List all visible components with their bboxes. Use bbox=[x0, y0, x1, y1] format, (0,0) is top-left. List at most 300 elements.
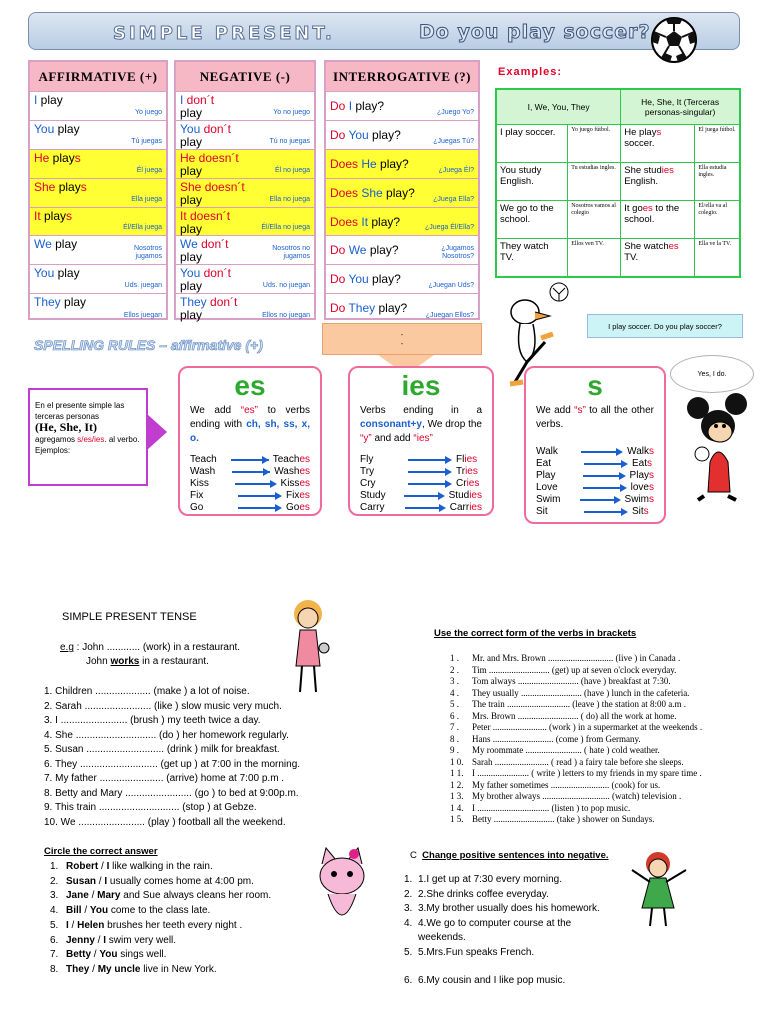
negation: doesn´t bbox=[201, 179, 245, 194]
rule-word-pair bbox=[360, 454, 482, 466]
interrogative-table bbox=[324, 60, 480, 320]
item-number: 1 . bbox=[450, 653, 459, 663]
example-english: I play soccer. bbox=[496, 125, 568, 163]
item-text: Sarah ........................ ( read ) a fairy tale before she sleeps. bbox=[472, 756, 684, 767]
example-suffix: s bbox=[656, 127, 662, 139]
verb: play bbox=[180, 279, 203, 294]
item-text: 4.We go to computer course at the bbox=[418, 917, 572, 929]
affirmative-phrase bbox=[34, 267, 162, 280]
rule-es-title: es bbox=[234, 370, 266, 401]
exercise2-item bbox=[450, 722, 702, 734]
item-text: 6.My cousin and I like pop music. bbox=[418, 975, 566, 986]
option-b[interactable]: My uncle bbox=[97, 963, 141, 975]
rule-word-pair bbox=[360, 502, 482, 514]
example-third-person bbox=[621, 125, 695, 163]
verb-stem: Go bbox=[286, 502, 300, 513]
option-a[interactable]: Robert bbox=[66, 861, 99, 872]
item-text: 1.I get up at 7:30 every morning. bbox=[418, 874, 562, 885]
exercise3-list bbox=[50, 860, 271, 978]
separator: / bbox=[68, 919, 78, 931]
exercise1-item bbox=[44, 787, 300, 802]
affirmative-row bbox=[30, 121, 166, 150]
item-text: brushes her teeth every night . bbox=[104, 919, 243, 931]
negation: don´t bbox=[183, 93, 215, 107]
negative-row bbox=[176, 92, 314, 121]
exercise3-item bbox=[50, 934, 271, 949]
example-spanish: Tu estudias ingles. bbox=[568, 163, 621, 201]
verb: play bbox=[180, 163, 203, 178]
base-verb: Swim bbox=[536, 494, 561, 505]
interrogative-row bbox=[326, 294, 478, 323]
arrow-icon bbox=[408, 468, 452, 476]
exercise4-letter: C bbox=[410, 850, 417, 861]
rule-word-pair bbox=[536, 470, 654, 482]
separator: / bbox=[81, 905, 90, 917]
negation: don´t bbox=[197, 237, 229, 252]
item-number: 4 . bbox=[450, 687, 459, 698]
option-a[interactable]: I bbox=[66, 919, 69, 931]
item-text: 5.Mrs.Fun speaks French. bbox=[418, 946, 535, 958]
affirmative-phrase bbox=[34, 152, 162, 165]
example-end: TV. bbox=[624, 251, 639, 263]
spanish-translation: ¿Juega Ella? bbox=[433, 195, 474, 203]
title-banner bbox=[28, 12, 740, 50]
arrow-icon bbox=[581, 448, 623, 456]
spanish-translation: Ellos no juegan bbox=[262, 312, 310, 320]
rule-s-title: s bbox=[587, 370, 603, 401]
item-number: 8 . bbox=[450, 733, 459, 744]
spanish-translation: Tú juegas bbox=[131, 137, 162, 145]
exercise2-item bbox=[450, 688, 702, 700]
item-number: 2. bbox=[50, 875, 59, 887]
pronoun: You bbox=[348, 272, 369, 287]
exercise2-item bbox=[450, 676, 702, 688]
affirmative-phrase bbox=[34, 94, 162, 107]
item-text: swim very well. bbox=[106, 934, 177, 946]
item-text: 3.My brother usually does his homework. bbox=[418, 903, 600, 914]
reply-speech-bubble: Yes, I do. bbox=[670, 355, 754, 393]
option-a[interactable]: Betty bbox=[66, 949, 92, 961]
item-text: live in New York. bbox=[140, 963, 217, 975]
item-number: 5. bbox=[50, 919, 59, 931]
item-text: Hans ........................... (come ) from Germany. bbox=[472, 733, 641, 744]
negation: don´t bbox=[200, 266, 231, 281]
exercise2-item bbox=[450, 653, 702, 665]
item-number: 6. bbox=[44, 758, 53, 770]
exercise2-item bbox=[450, 711, 702, 723]
item-text: This train ............................. (stop ) at Gebze. bbox=[52, 802, 257, 813]
verb-suffix: es bbox=[299, 478, 310, 489]
item-number: 3. bbox=[44, 715, 53, 726]
exercise2-item bbox=[450, 814, 702, 826]
base-verb: Cry bbox=[360, 478, 376, 489]
exercise2-item bbox=[450, 745, 702, 757]
auxiliary: Do bbox=[330, 272, 349, 287]
spanish-translation: Ellos juegan bbox=[123, 312, 162, 320]
item-text: My father sometimes .......................... (cook) for us. bbox=[472, 779, 661, 790]
example-third-spanish: El/ella va al colegio. bbox=[695, 201, 740, 239]
item-number: 1. bbox=[404, 874, 413, 885]
base-verb: Kiss bbox=[190, 478, 209, 489]
separator: / bbox=[94, 934, 104, 946]
exercise1-item bbox=[44, 729, 300, 744]
item-number: 2 . bbox=[450, 664, 459, 675]
pronoun: We bbox=[180, 237, 198, 252]
option-b[interactable]: I bbox=[106, 861, 110, 872]
waving-girl-illustration bbox=[628, 848, 692, 928]
item-text: Sarah ........................ (like ) slow music very much. bbox=[52, 700, 282, 712]
negative-row bbox=[176, 150, 314, 179]
verb-stem: Fl bbox=[456, 454, 465, 465]
soccer-speech-callout: I play soccer. Do you play soccer? bbox=[587, 314, 743, 338]
item-text: Betty ........................... (take ) shower on Sundays. bbox=[472, 814, 655, 824]
separator: / bbox=[89, 963, 98, 975]
item-text: I ................................ (listen ) to pop music. bbox=[472, 802, 631, 813]
example-english: You study English. bbox=[496, 163, 568, 201]
pronoun: It bbox=[180, 208, 187, 223]
spanish-translation: ¿Juegas Tú? bbox=[433, 137, 474, 145]
item-number: 8. bbox=[44, 787, 53, 799]
intro-suffixes: s/es/ies bbox=[77, 435, 105, 444]
item-text: sings well. bbox=[117, 949, 167, 961]
exercise3-item bbox=[50, 963, 271, 978]
item-text: They usually ........................... (have ) lunch in the cafeteria. bbox=[472, 687, 690, 698]
spanish-translation: Nosotros no jugamos bbox=[272, 245, 310, 261]
examples-row bbox=[496, 238, 740, 277]
example-spanish: Ellos ven TV. bbox=[568, 238, 621, 277]
verb: play bbox=[180, 134, 203, 149]
exercise1-item bbox=[44, 772, 300, 787]
pronoun: He bbox=[361, 156, 377, 171]
item-text: I ........................ (brush ) my teeth twice a day. bbox=[52, 715, 261, 726]
arrow-icon bbox=[584, 460, 628, 468]
verb-stem: love bbox=[630, 482, 649, 493]
negative-row bbox=[176, 208, 314, 237]
exercise2-item bbox=[450, 768, 702, 780]
item-text: My father ....................... (arrive) home at 7:00 p.m . bbox=[52, 773, 285, 784]
item-number: 1 1. bbox=[450, 768, 464, 778]
rule-ies-suffix: “ies” bbox=[413, 433, 433, 444]
item-number: 1. bbox=[50, 861, 59, 872]
exercise2-item bbox=[450, 780, 702, 792]
spanish-translation: ¿Juega Él? bbox=[438, 166, 474, 174]
example-third-spanish: Ella estudia ingles. bbox=[695, 163, 740, 201]
exercise1-item bbox=[44, 758, 300, 773]
item-text: They ............................ (get up ) at 7:00 in the morning. bbox=[52, 758, 301, 770]
verb: play bbox=[49, 150, 75, 165]
item-number: 6. bbox=[404, 975, 413, 986]
arrow-icon bbox=[408, 480, 452, 488]
arrow-icon bbox=[584, 508, 628, 516]
verb-suffix: s bbox=[66, 208, 73, 223]
example-third-person bbox=[621, 238, 695, 277]
intro-line: En el presente simple las terceras personas bbox=[35, 401, 125, 421]
spanish-translation: ¿Juegan Uds? bbox=[428, 282, 474, 290]
spelling-rules-title: SPELLING RULES – affirmative (+) bbox=[34, 337, 263, 353]
verb-suffix: es bbox=[299, 502, 310, 513]
spanish-translation: Ella no juega bbox=[269, 195, 310, 203]
pronoun: She bbox=[361, 185, 383, 200]
example-start: He play bbox=[624, 127, 657, 139]
item-text: Mr. and Mrs. Brown ............................. (live ) in Canada . bbox=[472, 653, 681, 663]
verb: play? bbox=[366, 243, 399, 258]
interrogative-header: INTERROGATIVE (?) bbox=[326, 62, 478, 92]
example-third-spanish: El juega fútbol. bbox=[695, 125, 740, 163]
verb-stem: Teach bbox=[272, 454, 300, 465]
eg-line2c: in a restaurant. bbox=[139, 656, 209, 667]
item-number: 10. bbox=[44, 816, 58, 828]
item-text: Children .................... (make ) a lot of noise. bbox=[52, 686, 250, 697]
exercise3-title: Circle the correct answer bbox=[44, 846, 158, 857]
verb-suffix: es bbox=[299, 466, 310, 477]
eg-label: e.g bbox=[60, 642, 74, 653]
affirmative-phrase bbox=[34, 123, 162, 136]
arrow-icon bbox=[238, 504, 282, 512]
verb: play bbox=[180, 192, 203, 207]
exercise2-item bbox=[450, 665, 702, 677]
base-verb: Teach bbox=[190, 454, 217, 465]
example-end: to the school. bbox=[624, 203, 680, 226]
verb: play bbox=[40, 208, 67, 223]
affirmative-row bbox=[30, 179, 166, 208]
example-end: English. bbox=[624, 176, 659, 188]
spanish-translation: Yo no juego bbox=[273, 108, 310, 116]
verb: play? bbox=[352, 99, 385, 113]
verb-suffix: s bbox=[647, 458, 653, 469]
verb: play bbox=[37, 93, 63, 107]
spanish-translation: Él/Ella juega bbox=[123, 224, 162, 232]
item-text: She ............................. (do ) her homework regularly. bbox=[52, 729, 289, 741]
rule-es-endings: ch, sh, ss, x, o. bbox=[190, 419, 310, 444]
item-text: Peter ........................ (work ) in a supermarket at the weekends . bbox=[472, 722, 703, 732]
option-a[interactable]: Jane bbox=[66, 890, 89, 902]
auxiliary: Does bbox=[330, 185, 362, 200]
item-text: I ....................... ( write ) letters to my friends in my spare time . bbox=[472, 768, 702, 778]
rule-es-text: We add bbox=[190, 405, 241, 416]
arrow-icon bbox=[238, 492, 282, 500]
verb-suffix: es bbox=[299, 454, 310, 465]
exercise1-item bbox=[44, 700, 300, 715]
spelling-intro-box bbox=[28, 388, 148, 486]
item-text: My brother always .............................. (watch) television . bbox=[472, 791, 682, 801]
affirmative-row bbox=[30, 265, 166, 294]
verb: play bbox=[54, 121, 80, 136]
verb-stem: Fix bbox=[286, 490, 300, 501]
item-number: 3 . bbox=[450, 676, 459, 686]
verb-suffix: s bbox=[649, 482, 654, 493]
option-b[interactable]: You bbox=[89, 905, 109, 917]
pronoun: I bbox=[348, 99, 353, 113]
verb: play bbox=[54, 266, 80, 281]
base-verb: Eat bbox=[536, 458, 552, 469]
exercise3-item bbox=[50, 948, 271, 963]
example-english: We go to the school. bbox=[496, 201, 568, 239]
rule-es-suffix: “es” bbox=[240, 405, 258, 416]
pronoun: It bbox=[361, 214, 369, 229]
negation: doesn´t bbox=[195, 150, 239, 165]
arrow-icon bbox=[235, 480, 276, 488]
affirmative-row bbox=[30, 236, 166, 265]
exercise3-item bbox=[50, 919, 271, 934]
rule-s-text: We add bbox=[536, 405, 575, 416]
pronoun: We bbox=[348, 243, 367, 258]
interrogative-row bbox=[326, 150, 478, 179]
option-a[interactable]: They bbox=[66, 963, 90, 975]
example-third-spanish: Ella ve la TV. bbox=[695, 238, 740, 277]
arrow-icon bbox=[232, 468, 270, 476]
item-text: and Sue always cleans her room. bbox=[120, 890, 272, 902]
exercise1-item bbox=[44, 685, 300, 700]
separator: / bbox=[88, 890, 98, 902]
arrow-icon bbox=[583, 484, 626, 492]
eg-line2-verb: works bbox=[110, 656, 140, 667]
spanish-translation: Nosotros jugamos bbox=[133, 245, 162, 261]
interrogative-row bbox=[326, 265, 478, 294]
negative-row bbox=[176, 179, 314, 208]
example-suffix: es bbox=[668, 240, 679, 252]
option-b[interactable]: You bbox=[99, 949, 118, 961]
option-a[interactable]: Jenny bbox=[66, 934, 95, 946]
rule-es-text2: to verbs ending with bbox=[190, 405, 310, 430]
intro-add: agregamos bbox=[35, 435, 78, 444]
pronoun: He bbox=[180, 150, 196, 165]
soccer-ball-icon bbox=[650, 16, 698, 64]
verb-suffix: s bbox=[649, 494, 654, 505]
examples-row bbox=[496, 201, 740, 239]
option-a[interactable]: Susan bbox=[66, 875, 97, 887]
spanish-translation: Uds. no juegan bbox=[262, 282, 310, 290]
affirmative-row bbox=[30, 294, 166, 323]
exercise4-continuation: weekends. bbox=[418, 932, 466, 943]
option-b[interactable]: I bbox=[103, 934, 107, 946]
base-verb: Fix bbox=[190, 490, 204, 501]
pronoun: You bbox=[180, 121, 201, 136]
item-text: usually comes home at 4:00 pm. bbox=[107, 875, 254, 887]
item-number: 9 . bbox=[450, 745, 459, 755]
option-b[interactable]: Helen bbox=[77, 919, 105, 931]
rule-word-pair bbox=[536, 506, 654, 518]
auxiliary: Do bbox=[330, 99, 349, 113]
pronoun: You bbox=[180, 266, 201, 281]
verb: play? bbox=[375, 301, 408, 316]
interrogative-row bbox=[326, 92, 478, 121]
intro-arrow bbox=[147, 414, 167, 450]
item-text: Tom always ........................... (have ) breakfast at 7:30. bbox=[472, 676, 671, 686]
banner-question: Do you play soccer? bbox=[419, 21, 651, 43]
rule-word-pair bbox=[536, 482, 654, 494]
verb: play bbox=[180, 308, 203, 323]
item-number: 4. bbox=[44, 729, 53, 741]
verb-suffix: ies bbox=[466, 478, 480, 489]
example-spanish: Nosotros vamos al colegio bbox=[568, 201, 621, 239]
pink-cat-illustration bbox=[308, 846, 374, 936]
exercise4-item bbox=[404, 974, 600, 989]
example-start: It go bbox=[624, 203, 643, 215]
item-number: 2. bbox=[44, 700, 53, 712]
verb-suffix: es bbox=[299, 490, 310, 501]
rule-word-pair bbox=[360, 490, 482, 502]
affirmative-row bbox=[30, 92, 166, 121]
interrogative-row bbox=[326, 179, 478, 208]
separator: / bbox=[98, 861, 107, 872]
example-third-person bbox=[621, 201, 695, 239]
rule-word-pair bbox=[536, 446, 654, 458]
interrogative-row bbox=[326, 208, 478, 237]
option-a[interactable]: Bill bbox=[66, 905, 82, 917]
item-number: 6 . bbox=[450, 710, 459, 721]
spanish-translation: Uds. juegan bbox=[124, 282, 162, 290]
example-third-person bbox=[621, 163, 695, 201]
verb-suffix: s bbox=[643, 506, 649, 517]
examples-header-singular: He, She, It (Terceras personas-singular) bbox=[621, 89, 740, 125]
spanish-translation: Él juega bbox=[136, 166, 162, 174]
rule-word-pair bbox=[190, 502, 310, 514]
exercise1-item bbox=[44, 801, 300, 816]
exercise1-item bbox=[44, 714, 300, 729]
down-arrow-box: - - bbox=[322, 323, 482, 355]
pronoun: You bbox=[34, 121, 55, 136]
base-verb: Study bbox=[360, 490, 386, 501]
arrow-icon bbox=[583, 472, 626, 480]
example-end: soccer. bbox=[624, 138, 655, 150]
exercise4-list bbox=[404, 873, 600, 989]
negative-row bbox=[176, 265, 314, 294]
affirmative-phrase bbox=[34, 210, 162, 223]
affirmative-header: AFFIRMATIVE (+) bbox=[30, 62, 166, 92]
item-text: 2.She drinks coffee everyday. bbox=[418, 888, 549, 900]
banner-title: SIMPLE PRESENT. bbox=[113, 23, 335, 44]
negation: doesn´t bbox=[186, 208, 231, 223]
rule-s-card bbox=[524, 366, 666, 524]
affirmative-phrase bbox=[34, 181, 162, 194]
example-suffix: ies bbox=[661, 165, 674, 177]
exercise4-title: Change positive sentences into negative. bbox=[422, 850, 609, 861]
rule-ies-text3: and add bbox=[371, 433, 414, 444]
negative-row bbox=[176, 236, 314, 265]
eg-line1: : John ............ (work) in a restaurant. bbox=[73, 642, 241, 653]
mickey-mouse-illustration bbox=[684, 392, 756, 502]
rule-ies-y: “y” bbox=[360, 433, 372, 444]
item-number: 1 5. bbox=[450, 814, 464, 824]
examples-table bbox=[495, 88, 741, 278]
pronoun: They bbox=[180, 295, 207, 310]
auxiliary: Do bbox=[330, 301, 349, 316]
pronoun: They bbox=[348, 301, 376, 316]
item-text: Tim ........................... (get) up at seven o'clock everyday. bbox=[472, 664, 677, 675]
verb: play bbox=[180, 250, 203, 265]
exercise2-item bbox=[450, 757, 702, 769]
option-b[interactable]: I bbox=[104, 875, 108, 887]
intro-pronouns: (He, She, It) bbox=[35, 420, 97, 434]
exercise2-list bbox=[450, 653, 702, 826]
base-verb: Fly bbox=[360, 454, 374, 465]
negative-table bbox=[174, 60, 316, 323]
item-number: 5. bbox=[404, 946, 413, 958]
exercise4-item bbox=[404, 946, 600, 961]
pronoun: It bbox=[34, 208, 41, 223]
verb-stem: Play bbox=[629, 470, 649, 481]
rule-s-text2: to all the other verbs. bbox=[536, 405, 655, 430]
exercise1-item bbox=[44, 743, 300, 758]
base-verb: Love bbox=[536, 482, 558, 493]
verb: play? bbox=[376, 156, 409, 171]
affirmative-row bbox=[30, 150, 166, 179]
exercise2-item bbox=[450, 699, 702, 711]
option-b[interactable]: Mary bbox=[97, 890, 121, 902]
rule-word-pair bbox=[190, 466, 310, 478]
arrow-icon bbox=[405, 504, 446, 512]
example-start: She watch bbox=[624, 240, 669, 252]
